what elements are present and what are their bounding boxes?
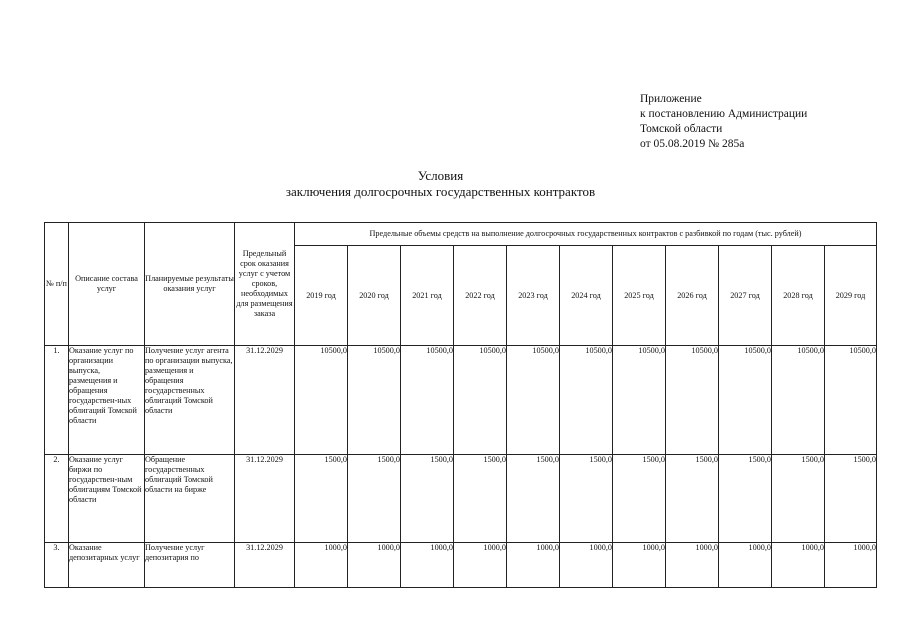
planned-result: Получение услуг агента по организации выпуска, размещения и обращения государственных облигаций Томской области xyxy=(145,346,235,455)
header-result: Планируемые результаты оказания услуг xyxy=(145,223,235,346)
planned-result: Обращение государственных облигаций Томской области на бирже xyxy=(145,455,235,543)
table-row xyxy=(45,346,877,455)
year-value: 1500,0 xyxy=(666,455,719,543)
term-date: 31.12.2029 xyxy=(235,346,295,455)
year-value: 1000,0 xyxy=(560,543,613,588)
service-description: Оказание услуг биржи по государствен-ным облигациям Томской области xyxy=(69,455,145,543)
header-year: 2021 год xyxy=(401,246,454,346)
year-value: 1500,0 xyxy=(772,455,825,543)
table-row xyxy=(45,455,877,543)
year-value: 10500,0 xyxy=(401,346,454,455)
year-value: 1500,0 xyxy=(348,455,401,543)
table-row xyxy=(45,543,877,588)
year-value: 1500,0 xyxy=(401,455,454,543)
appendix-line: Приложение xyxy=(640,93,702,105)
header-year: 2028 год xyxy=(772,246,825,346)
year-value: 1000,0 xyxy=(295,543,348,588)
year-value: 1000,0 xyxy=(613,543,666,588)
service-description: Оказание депозитарных услуг xyxy=(69,543,145,588)
service-description: Оказание услуг по организации выпуска, размещения и обращения государствен-ных облигаций Томской области xyxy=(69,346,145,455)
document-subtitle: заключения долгосрочных государственных контрактов xyxy=(285,184,596,199)
header-desc: Описание состава услуг xyxy=(69,223,145,346)
year-value: 1000,0 xyxy=(825,543,877,588)
year-value: 10500,0 xyxy=(825,346,877,455)
year-value: 1000,0 xyxy=(719,543,772,588)
header-year: 2029 год xyxy=(825,246,877,346)
year-value: 1500,0 xyxy=(454,455,507,543)
year-value: 1000,0 xyxy=(401,543,454,588)
row-number: 1. xyxy=(45,346,69,455)
year-value: 1000,0 xyxy=(454,543,507,588)
year-value: 1500,0 xyxy=(613,455,666,543)
year-value: 1500,0 xyxy=(507,455,560,543)
header-term: Предельный срок оказания услуг с учетом сроков, необходимых для размещения заказа xyxy=(235,223,295,346)
header-year: 2027 год xyxy=(719,246,772,346)
appendix-line: к постановлению Администрации xyxy=(640,108,808,120)
row-number: 3. xyxy=(45,543,69,588)
header-year: 2020 год xyxy=(348,246,401,346)
appendix-line: Томской области xyxy=(640,123,723,135)
year-value: 10500,0 xyxy=(348,346,401,455)
year-value: 10500,0 xyxy=(454,346,507,455)
row-number: 2. xyxy=(45,455,69,543)
year-value: 1000,0 xyxy=(666,543,719,588)
appendix-line: от 05.08.2019 № 285а xyxy=(640,138,745,150)
year-value: 1500,0 xyxy=(825,455,877,543)
year-value: 10500,0 xyxy=(507,346,560,455)
header-volumes: Предельные объемы средств на выполнение долгосрочных государственных контрактов с разбивкой по годам (тыс. рублей) xyxy=(295,223,877,246)
year-value: 10500,0 xyxy=(719,346,772,455)
year-value: 10500,0 xyxy=(613,346,666,455)
year-value: 1500,0 xyxy=(719,455,772,543)
year-value: 10500,0 xyxy=(772,346,825,455)
document-title: Условия xyxy=(417,168,464,183)
planned-result: Получение услуг депозитария по xyxy=(145,543,235,588)
year-value: 1000,0 xyxy=(772,543,825,588)
header-year: 2023 год xyxy=(507,246,560,346)
year-value: 1000,0 xyxy=(507,543,560,588)
year-value: 10500,0 xyxy=(666,346,719,455)
year-value: 1500,0 xyxy=(295,455,348,543)
header-year: 2024 год xyxy=(560,246,613,346)
term-date: 31.12.2029 xyxy=(235,455,295,543)
header-num: № п/п xyxy=(45,223,69,346)
contracts-table xyxy=(44,222,877,588)
table-body xyxy=(45,346,877,588)
header-year: 2026 год xyxy=(666,246,719,346)
header-year: 2025 год xyxy=(613,246,666,346)
header-year: 2019 год xyxy=(295,246,348,346)
header-year: 2022 год xyxy=(454,246,507,346)
year-value: 1500,0 xyxy=(560,455,613,543)
year-value: 1000,0 xyxy=(348,543,401,588)
year-value: 10500,0 xyxy=(560,346,613,455)
term-date: 31.12.2029 xyxy=(235,543,295,588)
year-value: 10500,0 xyxy=(295,346,348,455)
appendix-block xyxy=(640,92,807,152)
